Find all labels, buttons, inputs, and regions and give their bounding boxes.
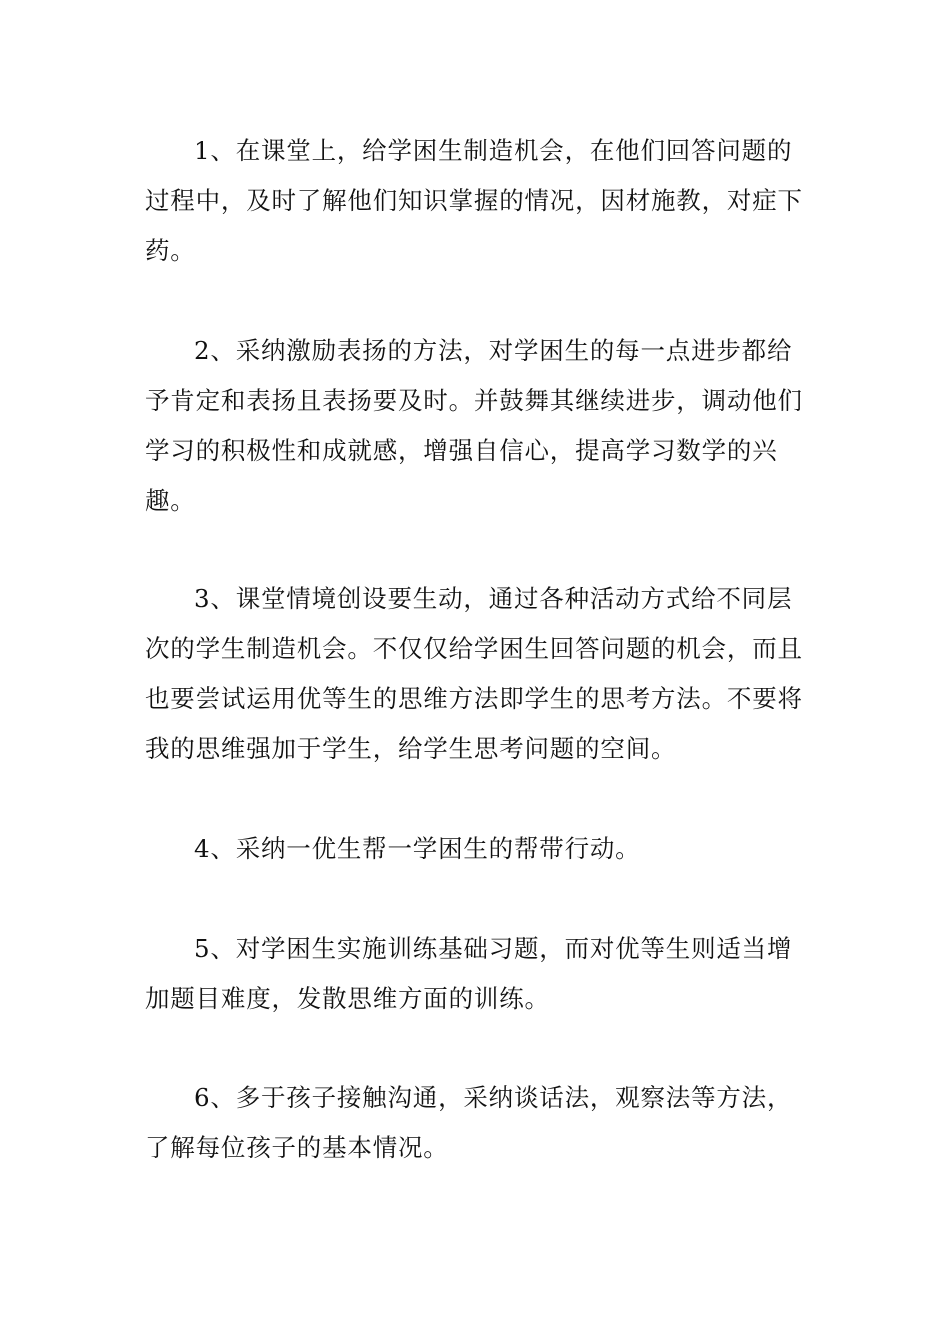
- paragraph-3: 3、课堂情境创设要生动，通过各种活动方式给不同层次的学生制造机会。不仅仅给学困生回答问题的机会，而且也要尝试运用优等生的思维方法即学生的思考方法。不要将我的思维强加于学生，给学生思考问题的空间。: [145, 584, 803, 763]
- paragraph-2: 2、采纳激励表扬的方法，对学困生的每一点进步都给予肯定和表扬且表扬要及时。并鼓舞其继续进步，调动他们学习的积极性和成就感，增强自信心，提高学习数学的兴趣。: [145, 336, 803, 515]
- paragraph-4: 4、采纳一优生帮一学困生的帮带行动。: [194, 834, 641, 863]
- document-body: [145, 126, 810, 1173]
- paragraph-1: 1、在课堂上，给学困生制造机会，在他们回答问题的过程中，及时了解他们知识掌握的情况，因材施教，对症下药。: [145, 136, 803, 265]
- paragraph-6: 6、多于孩子接触沟通，采纳谈话法，观察法等方法，了解每位孩子的基本情况。: [145, 1083, 793, 1162]
- paragraph-5: 5、对学困生实施训练基础习题，而对优等生则适当增加题目难度，发散思维方面的训练。: [145, 934, 793, 1013]
